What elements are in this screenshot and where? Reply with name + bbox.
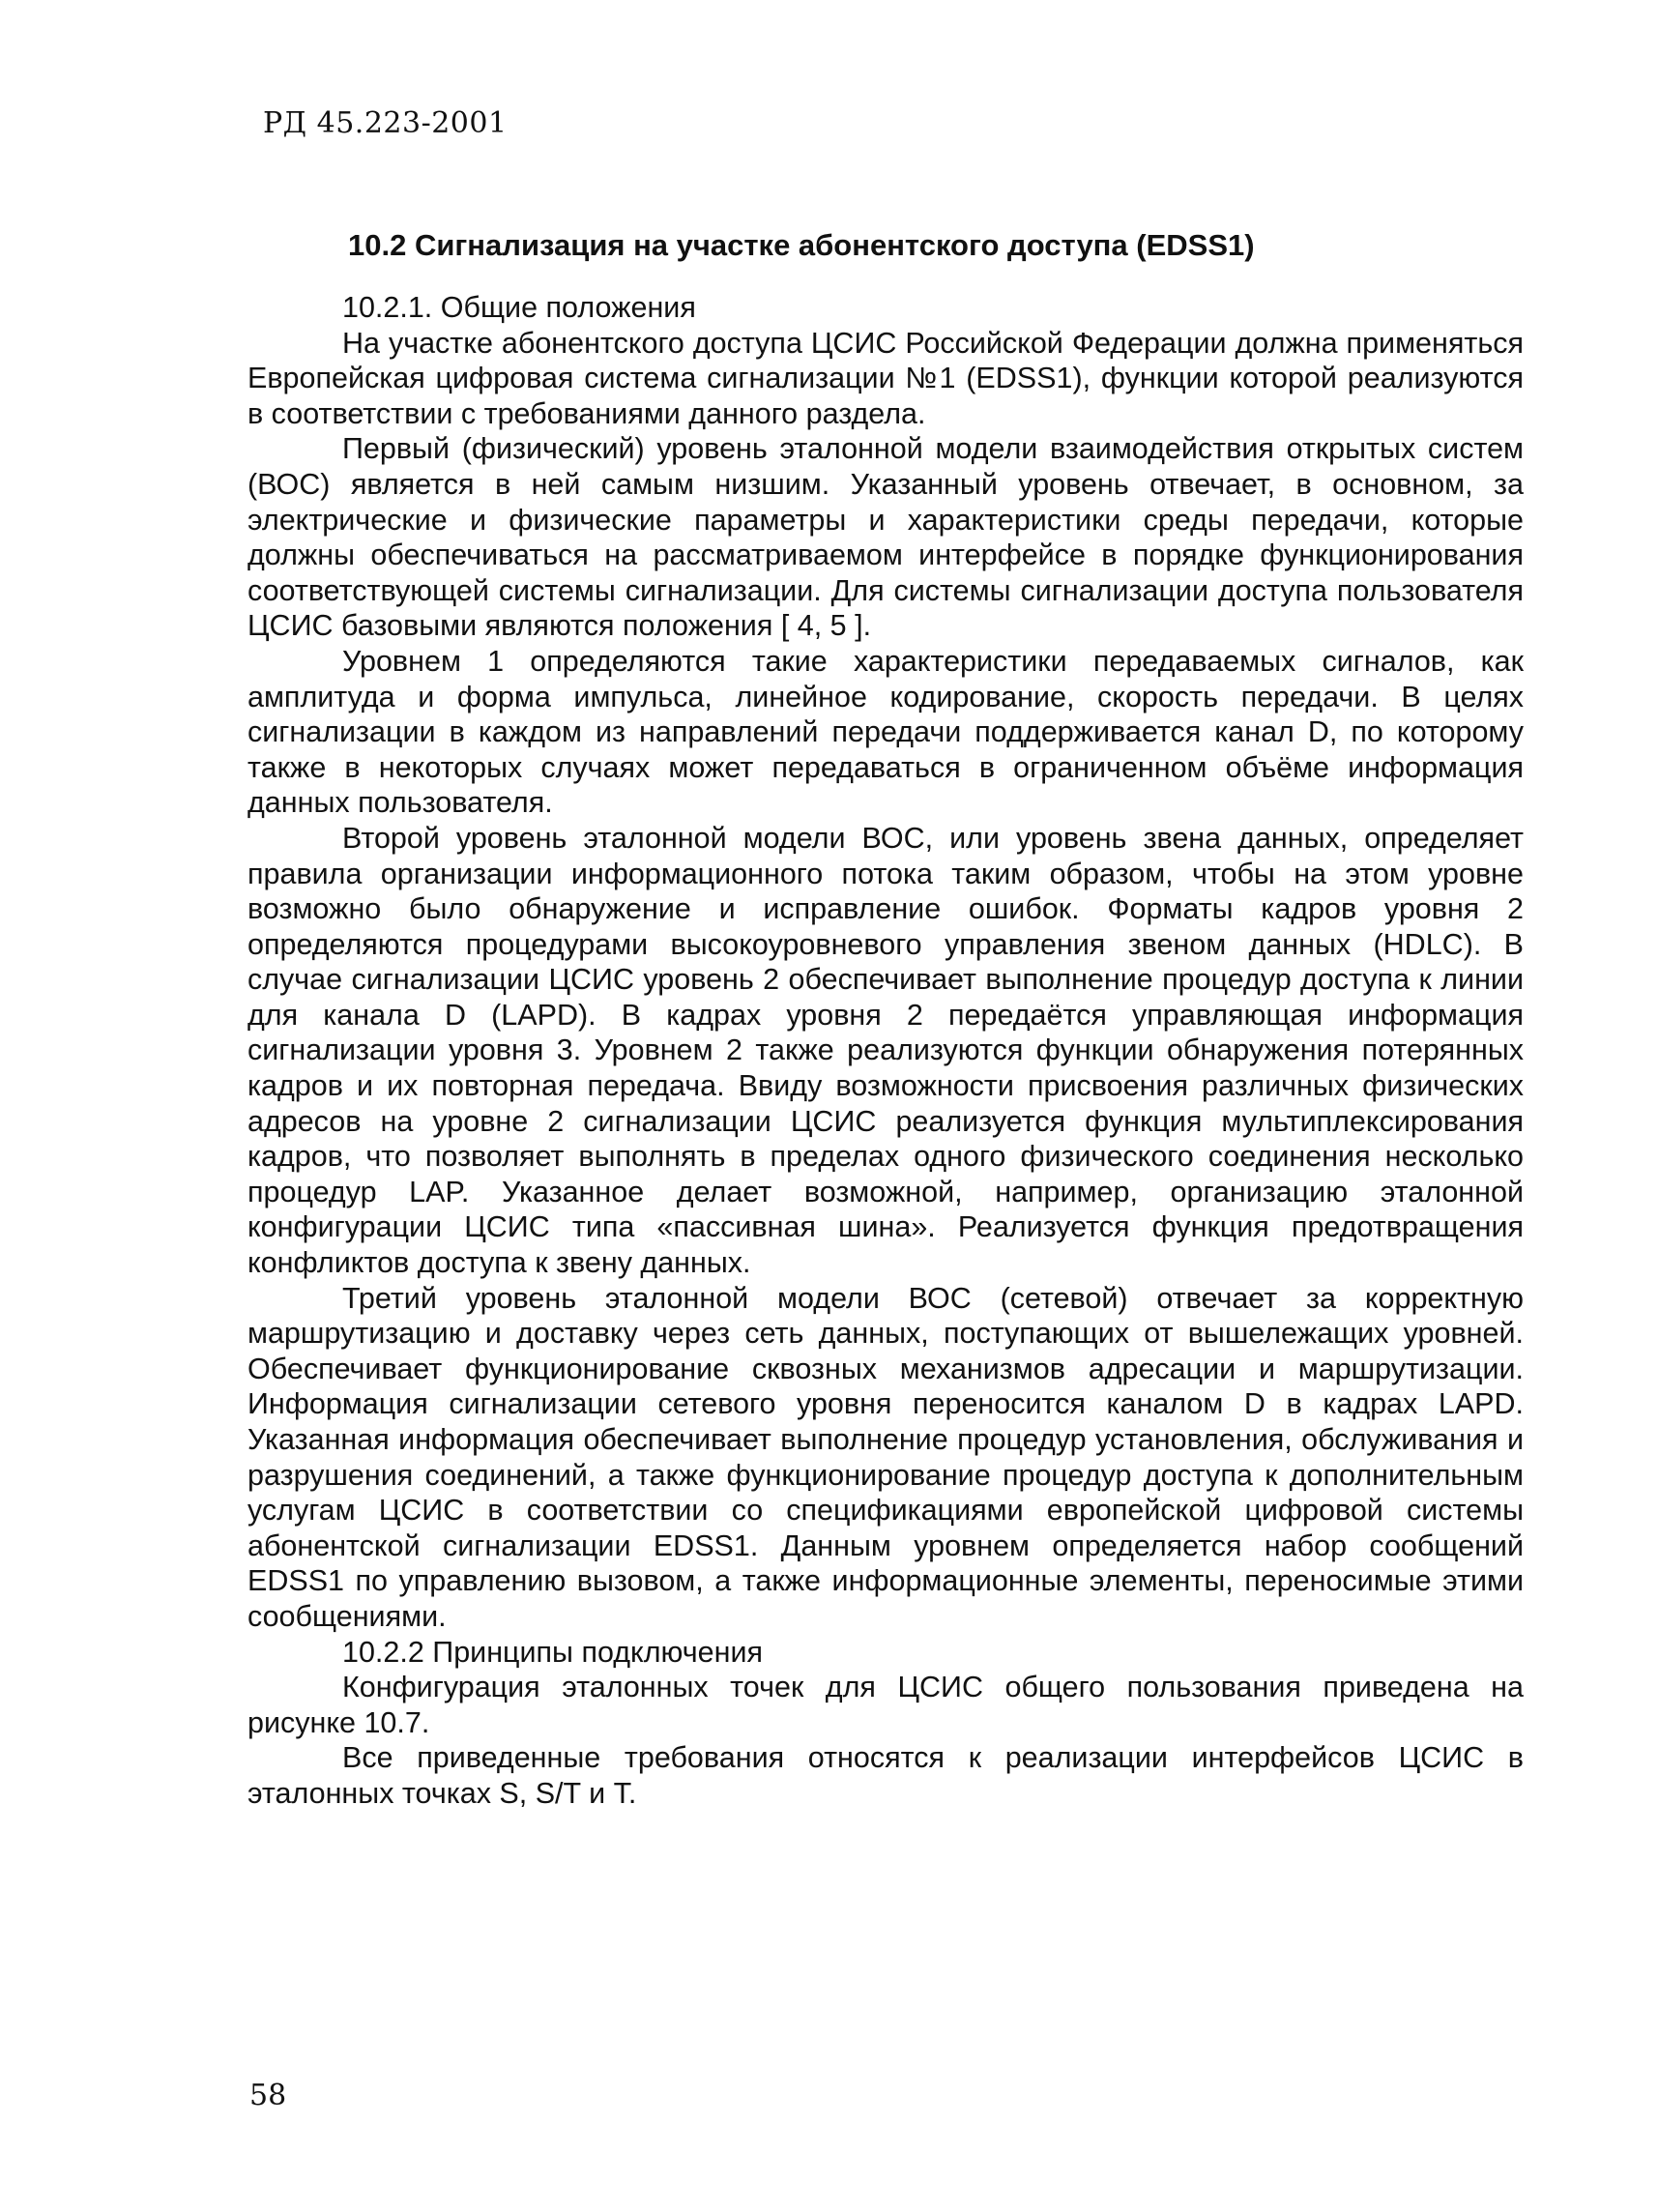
page-number: 58: [249, 2079, 287, 2112]
section-title: 10.2 Сигнализация на участке абонентского доступа (EDSS1): [348, 228, 1255, 262]
paragraph-layer1-characteristics: Уровнем 1 определяются такие характеристики передаваемых сигналов, как амплитуда и форма импульса, линейное кодирование, скорость передачи. В целях сигнализации в каждом из направлений передачи поддерживается канал D, по которому также в некоторых случаях может передаваться в ограниченном объёме информация данных пользователя.: [247, 644, 1524, 820]
paragraph-physical-layer: Первый (физический) уровень эталонной модели взаимодействия открытых систем (ВОС) является в ней самым низшим. Указанный уровень отвечает, в основном, за электрические и физические параметры и характеристики среды передачи, которые должны обеспечиваться на рассматриваемом интерфейсе в порядке функционирования соответствующей системы сигнализации. Для системы сигнализации доступа пользователя ЦСИС базовыми являются положения [ 4, 5 ].: [247, 432, 1524, 643]
paragraph-reference-points: Конфигурация эталонных точек для ЦСИС общего пользования приведена на рисунке 10.7.: [247, 1671, 1524, 1739]
document-code: РД 45.223-2001: [263, 106, 508, 140]
paragraph-network-layer: Третий уровень эталонной модели ВОС (сетевой) отвечает за корректную маршрутизацию и доставку через сеть данных, поступающих от вышележащих уровней. Обеспечивает функционирование сквозных механизмов адресации и маршрутизации. Информация сигнализации сетевого уровня переносится каналом D в кадрах LAPD. Указанная информация обеспечивает выполнение процедур установления, обслуживания и разрушения соединений, а также функционирование процедур доступа к дополнительным услугам ЦСИС в соответствии со спецификациями европейской цифровой системы абонентской сигнализации EDSS1. Данным уровнем определяется набор сообщений EDSS1 по управлению вызовом, а также информационные элементы, переносимые этими сообщениями.: [247, 1281, 1524, 1633]
subsection-heading-general: 10.2.1. Общие положения: [342, 291, 696, 324]
paragraph-interfaces: Все приведенные требования относятся к реализации интерфейсов ЦСИС в эталонных точках S, S/T и T.: [247, 1741, 1524, 1810]
paragraph-data-link-layer: Второй уровень эталонной модели ВОС, или уровень звена данных, определяет правила организации информационного потока таким образом, чтобы на этом уровне возможно было обнаружение и исправление ошибок. Форматы кадров уровня 2 определяются процедурами высокоуровневого управления звеном данных (HDLC). В случае сигнализации ЦСИС уровень 2 обеспечивает выполнение процедур доступа к линии для канала D (LAPD). В кадрах уровня 2 передаётся управляющая информация сигнализации уровня 3. Уровнем 2 также реализуются функции обнаружения потерянных кадров и их повторная передача. Ввиду возможности присвоения различных физических адресов на уровне 2 сигнализации ЦСИС реализуется функция мультиплексирования кадров, что позволяет выполнять в пределах одного физического соединения несколько процедур LAP. Указанное делает возможной, например, организацию эталонной конфигурации ЦСИС типа «пассивная шина». Реализуется функция предотвращения конфликтов доступа к звену данных.: [247, 821, 1524, 1280]
subsection-heading-connection: 10.2.2 Принципы подключения: [342, 1635, 763, 1669]
body-text: [247, 290, 1524, 1812]
paragraph-edss1-usage: На участке абонентского доступа ЦСИС Российской Федерации должна применяться Европейская цифровая система сигнализации №1 (EDSS1), функции которой реализуются в соответствии с требованиями данного раздела.: [247, 326, 1524, 430]
